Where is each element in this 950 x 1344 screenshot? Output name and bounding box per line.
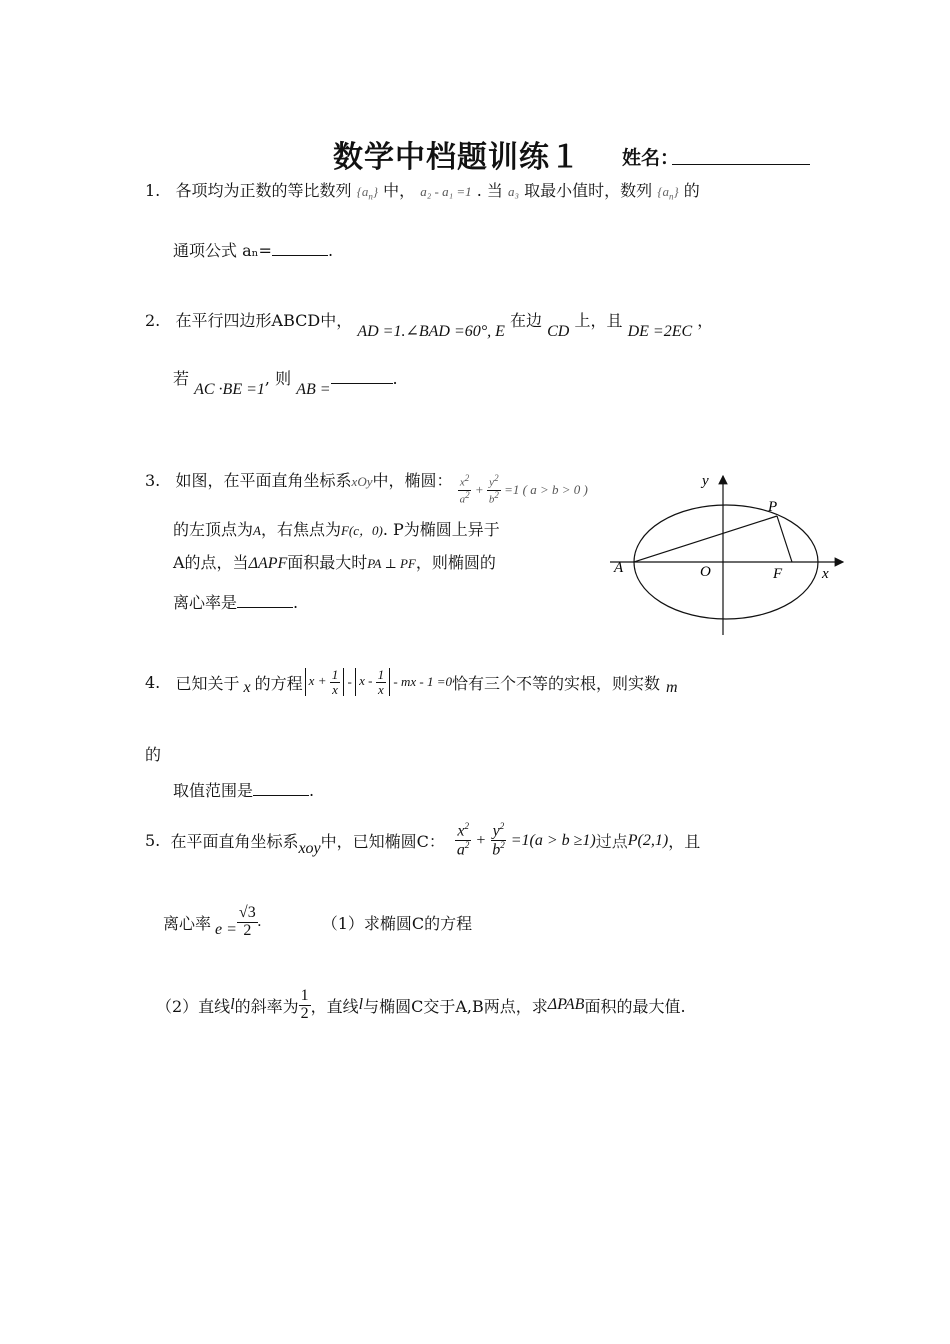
q2-line2-end: . bbox=[392, 369, 398, 388]
q2-cd: CD bbox=[547, 323, 570, 340]
q1-seq-2: $\{a_n\}$ bbox=[657, 184, 679, 202]
q1-a3: a₃ bbox=[508, 184, 520, 199]
q1-text-4: 取最小值时，数列 bbox=[524, 181, 653, 200]
q4-equation-tail: - mx - 1 =0 bbox=[393, 674, 453, 690]
q5-text-1: 在平面直角坐标系 bbox=[170, 832, 299, 852]
q2-line2-b: , 则 bbox=[264, 369, 292, 388]
q5-condition: =1(a > b ≥1) bbox=[510, 831, 596, 849]
q3-line3-c: ，则椭圆的 bbox=[415, 553, 496, 572]
q4-text-2: 的方程 bbox=[254, 673, 303, 693]
q2-condition-3: AC ·BE =1 bbox=[194, 381, 265, 398]
q1-seq: $\{a_n\}$ bbox=[356, 184, 379, 202]
q3-line2-c: . P为椭圆上异于 bbox=[382, 520, 500, 539]
q5-sub-question-2-d: 与椭圆C交于A,B两点，求 bbox=[363, 996, 548, 1016]
q2-comma: ， bbox=[697, 311, 714, 330]
question-4 bbox=[145, 668, 678, 696]
name-field[interactable] bbox=[672, 140, 810, 165]
q5-line2-text: 离心率 bbox=[163, 913, 212, 933]
q3-number: 3. bbox=[145, 471, 161, 490]
q5-xoy: xoy bbox=[298, 839, 321, 857]
q1-line-2 bbox=[173, 238, 333, 261]
question-1 bbox=[145, 178, 700, 202]
segment-ap bbox=[634, 516, 777, 562]
q1-text-2: 中， bbox=[383, 181, 416, 200]
q3-xoy: xOy bbox=[351, 474, 373, 489]
q3-ellipse-equation: $\frac{x^2}{a^2}$ + $\frac{y^2}{b^2}$ =1 ( a > b > 0 ) bbox=[459, 473, 588, 506]
q3-line4-end: . bbox=[293, 593, 299, 612]
q5-point: P(2,1) bbox=[627, 831, 669, 849]
q5-sub-question-2-c: ，直线 bbox=[310, 996, 359, 1016]
question-3 bbox=[145, 468, 588, 506]
q3-line2-text: 的左顶点为 bbox=[173, 520, 254, 539]
q3-line2-b: ，右焦点为 bbox=[260, 520, 341, 539]
question-5 bbox=[145, 822, 700, 859]
q3-apf: ΔAPF bbox=[248, 555, 288, 572]
label-p: P bbox=[768, 499, 778, 515]
q1-answer-blank[interactable] bbox=[272, 241, 328, 256]
q4-equation: x + $\frac{1}{x}$ - x - $\frac{1}{x}$ - mx - 1 =0 bbox=[305, 668, 452, 696]
q2-text-1: 在平行四边形ABCD中， bbox=[175, 311, 353, 330]
q4-x: x bbox=[243, 679, 251, 697]
q5-sub-question-1: （1）求椭圆C的方程 bbox=[321, 913, 473, 933]
q2-line-2 bbox=[173, 366, 398, 398]
q3-line-4 bbox=[173, 590, 298, 613]
q5-line-3 bbox=[156, 988, 686, 1023]
q1-line2-text: 通项公式 aₙ= bbox=[173, 241, 272, 260]
name-label: 姓名： bbox=[622, 147, 680, 169]
q3-text-2: 中，椭圆： bbox=[372, 471, 453, 490]
q5-sub-question-2-e: 面积的最大值. bbox=[584, 996, 686, 1016]
q5-pab: ΔPAB bbox=[547, 996, 585, 1014]
q4-m: m bbox=[666, 679, 678, 697]
label-o: O bbox=[700, 564, 711, 580]
q5-l: l bbox=[230, 996, 235, 1014]
q5-slope: $\frac{1}{2}$ bbox=[300, 987, 309, 1022]
q3-line4-text: 离心率是 bbox=[173, 593, 238, 612]
q2-answer-blank[interactable] bbox=[331, 369, 393, 384]
q3-line3-text: A的点，当 bbox=[173, 553, 249, 572]
label-f: F bbox=[773, 566, 783, 582]
label-a: A bbox=[614, 560, 624, 576]
question-2 bbox=[145, 308, 714, 340]
q4-answer-blank[interactable] bbox=[253, 781, 309, 796]
page-title: 数学中档题训练１ bbox=[333, 140, 581, 175]
label-y: y bbox=[702, 473, 709, 489]
q4-line3-text: 取值范围是 bbox=[173, 781, 254, 800]
q3-line-2 bbox=[173, 517, 500, 540]
q4-line-2: 的 bbox=[145, 745, 162, 764]
q5-sub-question-2-a: （2）直线 bbox=[156, 996, 231, 1016]
q1-text-5: 的 bbox=[683, 181, 700, 200]
q2-text-3: 上，且 bbox=[574, 311, 623, 330]
q3-answer-blank[interactable] bbox=[237, 593, 293, 608]
q2-condition-1: AD =1.∠BAD =60°, E bbox=[357, 323, 505, 340]
q1-text-1: 各项均为正数的等比数列 bbox=[175, 181, 352, 200]
q2-ab: AB = bbox=[296, 381, 331, 398]
q3-line-3 bbox=[173, 550, 496, 573]
q4-line3-end: . bbox=[309, 781, 315, 800]
q5-text-2: 中，已知椭圆C： bbox=[320, 832, 445, 852]
q3-condition: =1 ( a > b > 0 ) bbox=[504, 482, 588, 498]
q3-line3-b: 面积最大时 bbox=[287, 553, 368, 572]
q4-number: 4. bbox=[145, 672, 161, 692]
label-x: x bbox=[822, 566, 829, 582]
q2-number: 2. bbox=[145, 311, 161, 330]
q3-point-a: A bbox=[253, 523, 261, 538]
q4-text-3: 恰有三个不等的实根，则实数 bbox=[452, 673, 661, 693]
q5-text-3: ，且 bbox=[668, 832, 701, 852]
q3-point-f: F(c，0) bbox=[340, 523, 383, 538]
q5-sub-question-2-b: 的斜率为 bbox=[234, 996, 299, 1016]
q4-line-3 bbox=[173, 778, 314, 801]
q2-condition-2: DE =2EC bbox=[627, 323, 693, 340]
q1-condition: a₂ - a₁ =1 bbox=[420, 184, 472, 199]
q5-l-2: l bbox=[358, 996, 364, 1014]
q5-e: e = bbox=[215, 921, 237, 939]
q3-perp: PA ⊥ PF bbox=[367, 556, 416, 571]
q1-line2-end: . bbox=[327, 241, 334, 260]
q3-text-1: 如图，在平面直角坐标系 bbox=[175, 471, 352, 490]
q5-line-2 bbox=[163, 905, 472, 940]
q5-ellipse-equation: $\frac{x^2}{a^2}$ + $\frac{y^2}{b^2}$ =1(a > b ≥1) 过点 P(2,1) bbox=[456, 821, 669, 859]
q1-number: 1. bbox=[145, 181, 161, 200]
q5-number: 5. bbox=[145, 831, 161, 851]
q1-text-3: . 当 bbox=[476, 181, 503, 200]
ellipse-figure bbox=[610, 470, 850, 640]
q5-e-value: $\frac{√3}{2}$ . bbox=[238, 904, 262, 939]
q5-pass: 过点 bbox=[595, 834, 628, 852]
q2-text-2: 在边 bbox=[510, 311, 543, 330]
q2-line2-text: 若 bbox=[173, 369, 190, 388]
q4-text-1: 已知关于 bbox=[175, 673, 240, 693]
segment-pf bbox=[777, 516, 792, 562]
